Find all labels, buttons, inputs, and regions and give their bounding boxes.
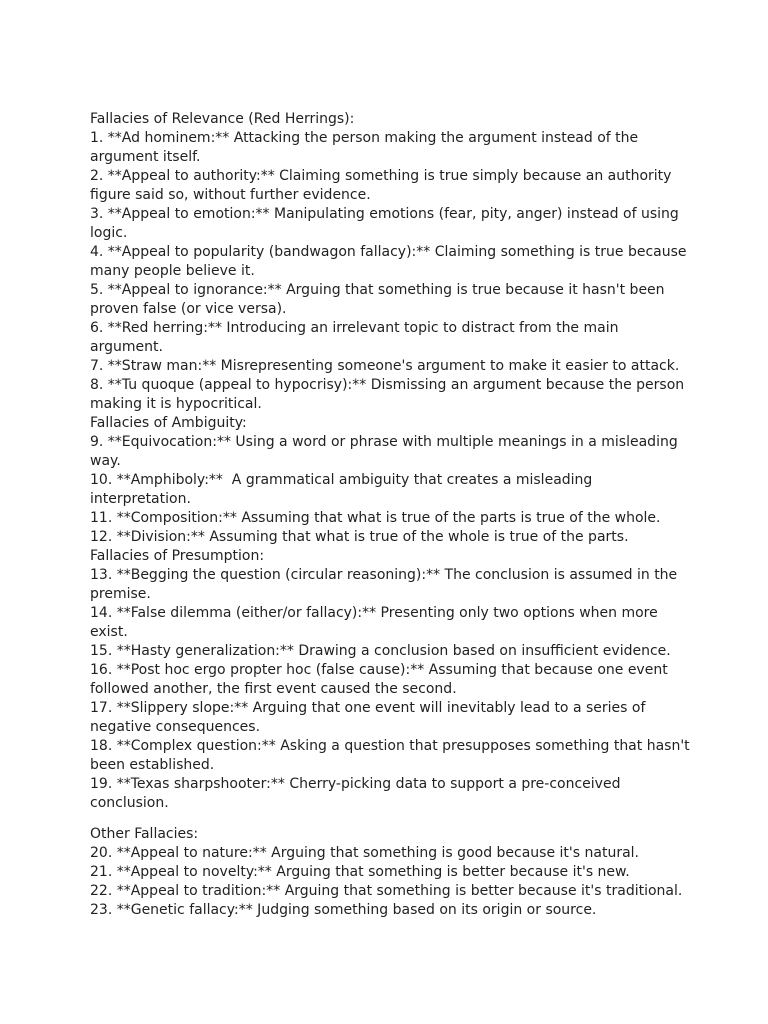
- list-item-genetic-fallacy: 23. **Genetic fallacy:** Judging something based on its origin or source.: [90, 902, 597, 918]
- section-heading-other: Other Fallacies:: [90, 826, 199, 842]
- list-item-appeal-to-popularity: 4. **Appeal to popularity (bandwagon fallacy):** Claiming something is true because many people believe it.: [90, 244, 691, 279]
- list-item-ad-hominem: 1. **Ad hominem:** Attacking the person making the argument instead of the argument itself.: [90, 130, 643, 165]
- list-item-equivocation: 9. **Equivocation:** Using a word or phrase with multiple meanings in a misleading way.: [90, 434, 683, 469]
- list-item-post-hoc: 16. **Post hoc ergo propter hoc (false cause):** Assuming that because one event followed another, the first event caused the second.: [90, 662, 673, 697]
- blank-line: [90, 813, 690, 825]
- list-item-appeal-to-authority: 2. **Appeal to authority:** Claiming something is true simply because an authority figure said so, without further evidence.: [90, 168, 676, 203]
- section-heading-relevance: Fallacies of Relevance (Red Herrings):: [90, 111, 355, 127]
- list-item-straw-man: 7. **Straw man:** Misrepresenting someone's argument to make it easier to attack.: [90, 358, 680, 374]
- list-item-appeal-to-emotion: 3. **Appeal to emotion:** Manipulating emotions (fear, pity, anger) instead of using logic.: [90, 206, 684, 241]
- list-item-tu-quoque: 8. **Tu quoque (appeal to hypocrisy):** Dismissing an argument because the person making it is hypocritical.: [90, 377, 689, 412]
- list-item-appeal-to-tradition: 22. **Appeal to tradition:** Arguing that something is better because it's traditional.: [90, 883, 683, 899]
- list-item-appeal-to-nature: 20. **Appeal to nature:** Arguing that something is good because it's natural.: [90, 845, 640, 861]
- list-item-hasty-generalization: 15. **Hasty generalization:** Drawing a conclusion based on insufficient evidence.: [90, 643, 671, 659]
- list-item-amphiboly: 10. **Amphiboly:** A grammatical ambiguity that creates a misleading interpretation.: [90, 472, 597, 507]
- list-item-texas-sharpshooter: 19. **Texas sharpshooter:** Cherry-picking data to support a pre-conceived conclusion.: [90, 776, 625, 811]
- section-heading-ambiguity: Fallacies of Ambiguity:: [90, 415, 247, 431]
- list-item-complex-question: 18. **Complex question:** Asking a question that presupposes something that hasn't been established.: [90, 738, 695, 773]
- list-item-composition: 11. **Composition:** Assuming that what is true of the parts is true of the whole.: [90, 510, 661, 526]
- list-item-false-dilemma: 14. **False dilemma (either/or fallacy):** Presenting only two options when more exist.: [90, 605, 663, 640]
- list-item-appeal-to-novelty: 21. **Appeal to novelty:** Arguing that something is better because it's new.: [90, 864, 630, 880]
- document-body: [90, 110, 695, 920]
- list-item-appeal-to-ignorance: 5. **Appeal to ignorance:** Arguing that something is true because it hasn't been proven false (or vice versa).: [90, 282, 669, 317]
- list-item-slippery-slope: 17. **Slippery slope:** Arguing that one event will inevitably lead to a series of negative consequences.: [90, 700, 650, 735]
- section-heading-presumption: Fallacies of Presumption:: [90, 548, 265, 564]
- list-item-division: 12. **Division:** Assuming that what is true of the whole is true of the parts.: [90, 529, 629, 545]
- list-item-red-herring: 6. **Red herring:** Introducing an irrelevant topic to distract from the main argument.: [90, 320, 623, 355]
- list-item-begging-the-question: 13. **Begging the question (circular reasoning):** The conclusion is assumed in the premise.: [90, 567, 682, 602]
